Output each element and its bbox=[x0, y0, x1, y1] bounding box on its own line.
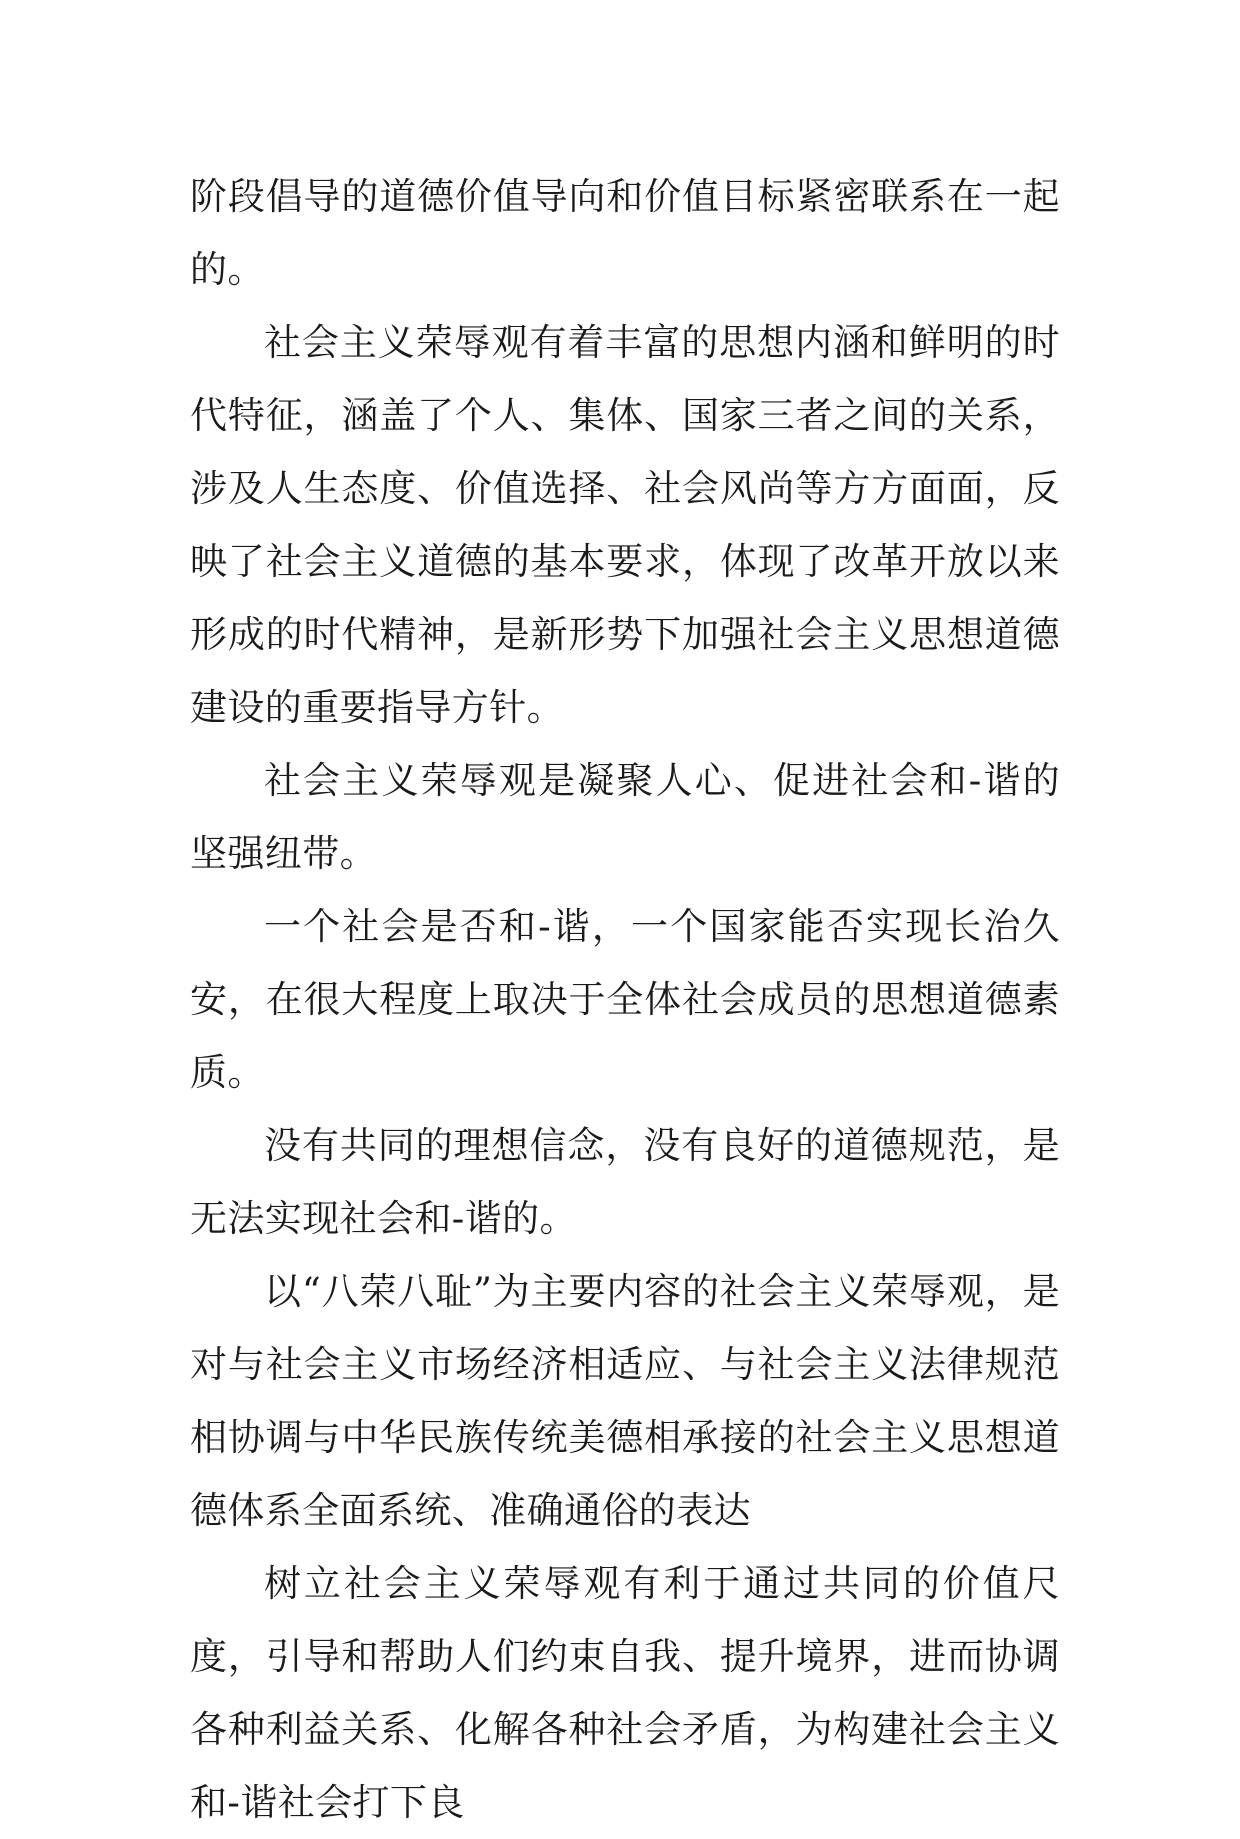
document-body bbox=[190, 160, 1060, 1839]
paragraph-bond: 社会主义荣辱观是凝聚人心、促进社会和-谐的坚强纽带。 bbox=[190, 759, 1060, 875]
paragraph-establish: 树立社会主义荣辱观有利于通过共同的价值尺度，引导和帮助人们约束自我、提升境界，进而协调各种利益关系、化解各种社会矛盾，为构建社会主义和-谐社会打下良 bbox=[190, 1562, 1060, 1824]
paragraph-ideals: 没有共同的理想信念，没有良好的道德规范，是无法实现社会和-谐的。 bbox=[190, 1124, 1060, 1240]
paragraph-harmony: 一个社会是否和-谐，一个国家能否实现长治久安，在很大程度上取决于全体社会成员的思想道德素质。 bbox=[190, 905, 1060, 1094]
paragraph-continuation: 阶段倡导的道德价值导向和价值目标紧密联系在一起的。 bbox=[190, 175, 1060, 291]
paragraph-features: 社会主义荣辱观有着丰富的思想内涵和鲜明的时代特征，涵盖了个人、集体、国家三者之间的关系，涉及人生态度、价值选择、社会风尚等方方面面，反映了社会主义道德的基本要求，体现了改革开放以来形成的时代精神，是新形势下加强社会主义思想道德建设的重要指导方针。 bbox=[190, 321, 1060, 729]
paragraph-eight-honors: 以“八荣八耻”为主要内容的社会主义荣辱观，是对与社会主义市场经济相适应、与社会主义法律规范相协调与中华民族传统美德相承接的社会主义思想道德体系全面系统、准确通俗的表达 bbox=[190, 1270, 1060, 1532]
